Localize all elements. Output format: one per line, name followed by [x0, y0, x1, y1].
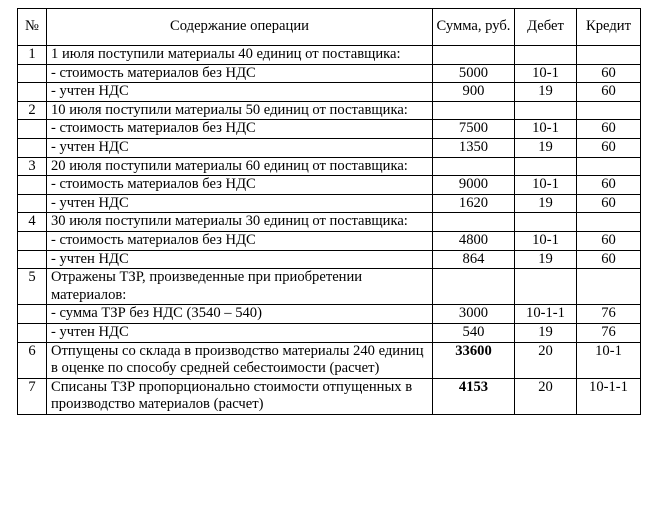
- credit-account: 60: [577, 64, 641, 83]
- credit-account: 76: [577, 305, 641, 324]
- row-number: 7: [18, 378, 47, 414]
- amount-cell: [433, 157, 515, 176]
- row-number: [18, 305, 47, 324]
- debit-account: 20: [515, 342, 577, 378]
- debit-account: [515, 269, 577, 305]
- table-row: [18, 176, 641, 195]
- debit-account: 10-1-1: [515, 305, 577, 324]
- debit-account: 10-1: [515, 120, 577, 139]
- credit-account: [577, 46, 641, 65]
- header-amount: Сумма, руб.: [433, 9, 515, 46]
- row-number: [18, 194, 47, 213]
- amount-cell: [433, 46, 515, 65]
- row-number: [18, 83, 47, 102]
- table-row: [18, 64, 641, 83]
- header-number: №: [18, 9, 47, 46]
- operation-description: - учтен НДС: [47, 194, 433, 213]
- debit-account: 19: [515, 194, 577, 213]
- amount-cell: 540: [433, 323, 515, 342]
- credit-account: 60: [577, 231, 641, 250]
- header-row: [18, 9, 641, 46]
- amount-cell: 4800: [433, 231, 515, 250]
- operation-description: - стоимость материалов без НДС: [47, 231, 433, 250]
- amount-cell: 7500: [433, 120, 515, 139]
- credit-account: 60: [577, 250, 641, 269]
- credit-account: 60: [577, 194, 641, 213]
- debit-account: 20: [515, 378, 577, 414]
- row-number: [18, 120, 47, 139]
- debit-account: 10-1: [515, 176, 577, 195]
- credit-account: [577, 213, 641, 232]
- debit-account: 19: [515, 83, 577, 102]
- debit-account: [515, 157, 577, 176]
- table-row: [18, 250, 641, 269]
- amount-cell: [433, 213, 515, 232]
- operation-description: - учтен НДС: [47, 83, 433, 102]
- amount-cell: 1350: [433, 138, 515, 157]
- header-operation-description: Содержание операции: [47, 9, 433, 46]
- row-number: 2: [18, 101, 47, 120]
- table-row: [18, 83, 641, 102]
- table-row: [18, 46, 641, 65]
- debit-account: 10-1: [515, 64, 577, 83]
- amount-cell: 1620: [433, 194, 515, 213]
- table-row: [18, 157, 641, 176]
- operation-description: - учтен НДС: [47, 323, 433, 342]
- credit-account: 76: [577, 323, 641, 342]
- operation-description: - стоимость материалов без НДС: [47, 176, 433, 195]
- operation-description: Отражены ТЗР, произведенные при приобретении материалов:: [47, 269, 433, 305]
- table-row: [18, 194, 641, 213]
- credit-account: 60: [577, 83, 641, 102]
- row-number: [18, 64, 47, 83]
- operation-description: 10 июля поступили материалы 50 единиц от поставщика:: [47, 101, 433, 120]
- table-row: [18, 120, 641, 139]
- amount-cell: [433, 101, 515, 120]
- debit-account: 19: [515, 138, 577, 157]
- table-body: [18, 46, 641, 415]
- row-number: 6: [18, 342, 47, 378]
- operation-description: 30 июля поступили материалы 30 единиц от поставщика:: [47, 213, 433, 232]
- row-number: [18, 176, 47, 195]
- amount-cell: 5000: [433, 64, 515, 83]
- operation-description: - стоимость материалов без НДС: [47, 64, 433, 83]
- operation-description: Списаны ТЗР пропорционально стоимости отпущенных в производство материалов (расчет): [47, 378, 433, 414]
- debit-account: [515, 46, 577, 65]
- row-number: [18, 323, 47, 342]
- debit-account: 19: [515, 323, 577, 342]
- row-number: 5: [18, 269, 47, 305]
- operation-description: - сумма ТЗР без НДС (3540 – 540): [47, 305, 433, 324]
- amount-cell: 4153: [433, 378, 515, 414]
- credit-account: 10-1-1: [577, 378, 641, 414]
- row-number: [18, 138, 47, 157]
- row-number: 3: [18, 157, 47, 176]
- debit-account: [515, 101, 577, 120]
- row-number: 4: [18, 213, 47, 232]
- credit-account: [577, 269, 641, 305]
- amount-cell: 864: [433, 250, 515, 269]
- debit-account: 10-1: [515, 231, 577, 250]
- operation-description: - учтен НДС: [47, 138, 433, 157]
- credit-account: 60: [577, 176, 641, 195]
- operation-description: - учтен НДС: [47, 250, 433, 269]
- amount-cell: [433, 269, 515, 305]
- table-row: [18, 101, 641, 120]
- debit-account: 19: [515, 250, 577, 269]
- header-debit: Дебет: [515, 9, 577, 46]
- table-row: [18, 305, 641, 324]
- operation-description: Отпущены со склада в производство материалы 240 единиц в оценке по способу средней себестоимости (расчет): [47, 342, 433, 378]
- amount-cell: 900: [433, 83, 515, 102]
- amount-cell: 9000: [433, 176, 515, 195]
- table-row: [18, 269, 641, 305]
- operation-description: 20 июля поступили материалы 60 единиц от поставщика:: [47, 157, 433, 176]
- credit-account: 60: [577, 138, 641, 157]
- table-row: [18, 213, 641, 232]
- table-row: [18, 138, 641, 157]
- row-number: 1: [18, 46, 47, 65]
- amount-cell: 33600: [433, 342, 515, 378]
- table-row: [18, 231, 641, 250]
- credit-account: [577, 101, 641, 120]
- amount-cell: 3000: [433, 305, 515, 324]
- table-row: [18, 342, 641, 378]
- credit-account: 10-1: [577, 342, 641, 378]
- table-row: [18, 323, 641, 342]
- header-credit: Кредит: [577, 9, 641, 46]
- row-number: [18, 231, 47, 250]
- credit-account: [577, 157, 641, 176]
- operation-description: - стоимость материалов без НДС: [47, 120, 433, 139]
- debit-account: [515, 213, 577, 232]
- operations-table: [17, 8, 641, 415]
- operation-description: 1 июля поступили материалы 40 единиц от поставщика:: [47, 46, 433, 65]
- table-row: [18, 378, 641, 414]
- row-number: [18, 250, 47, 269]
- credit-account: 60: [577, 120, 641, 139]
